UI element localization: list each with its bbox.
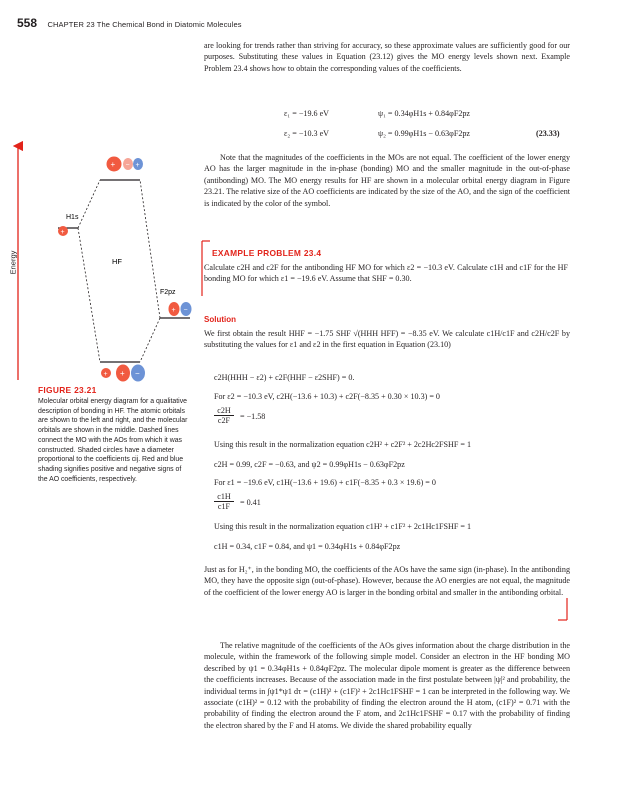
f2pz-label: F2pz: [160, 289, 176, 296]
example-bracket-bottom: [555, 596, 575, 624]
example-problem: [204, 262, 568, 285]
antibonding-f-sign-minus: −: [125, 162, 130, 169]
mo-psi2: ψ₂ = 0.99φH1s − 0.63φF2pz: [378, 129, 471, 138]
solution-intro-text: We first obtain the result HHF = −1.75 SHF √(HHH HFF) = −8.35 eV. We calculate c1H/c1F and c2H/c2F by substituting the values for ε1 and ε2 in the first equation in Equation (23.10): [204, 329, 570, 350]
mo-energy-diagram: [0, 140, 200, 385]
solution-eq-2: For ε2 = −10.3 eV, c2H(−13.6 + 10.3) + c2F(−8.35 + 0.30 × 10.3) = 0: [214, 392, 440, 401]
fraction-c1: [214, 492, 261, 511]
example-problem-text: Calculate c2H and c2F for the antibonding HF MO for which ε2 = −10.3 eV. Calculate c1H and c1F for the HF bonding MO for which ε1 = −19.6 eV. Assume that SHF = 0.30.: [204, 263, 568, 284]
solution-eq-5: For ε1 = −19.6 eV, c1H(−13.6 + 19.6) + c1F(−8.35 + 0.3 × 19.6) = 0: [214, 478, 436, 487]
figure-title: FIGURE 23.21: [38, 385, 97, 395]
intro-paragraph: [204, 40, 570, 74]
solution-eq-7: c1H = 0.34, c1F = 0.84, and ψ1 = 0.34φH1s + 0.84φF2pz: [214, 542, 401, 551]
fraction-c1-numerator: c1H: [217, 492, 231, 501]
page-number: 558: [17, 16, 38, 30]
energy-axis-label: Energy: [8, 250, 18, 275]
mo-psi1: ψ₁ = 0.34φH1s + 0.84φF2pz: [378, 109, 471, 118]
fraction-c2-denominator: c2F: [217, 416, 231, 425]
fraction-c2: [214, 406, 266, 425]
connector-f-bonding: [140, 318, 160, 362]
h1s-sign: +: [60, 229, 65, 236]
fraction-c2-value: = −1.58: [240, 412, 266, 421]
intro-text: are looking for trends rather than striving for accuracy, so these approximate values are sufficiently good for our purposes. Substituting these values in Equation (23.12) gives the MO energy levels shown next. Example Problem 23.4 shows how to obtain the corresponding values of the coefficients.: [204, 41, 570, 73]
final-paragraph: [204, 640, 570, 731]
f2pz-sign-plus: +: [171, 307, 176, 314]
antibonding-f-sign-plus: +: [135, 162, 140, 169]
example-closing: [204, 564, 570, 598]
f2pz-sign-minus: −: [183, 307, 188, 314]
note-text: Note that the magnitudes of the coefficients in the MOs are not equal. The coefficient of the lower energy AO has the larger magnitude in the in-phase (bonding) MO and the smaller magnitude in the out-of-phase (antibonding) MO. The MO energy results for HF are shown in a molecular orbital energy diagram in Figure 23.21. The relative size of the AO coefficients are indicated by the size of the AO, and the sign of the coefficient is indicated by the color of the symbol.: [204, 153, 570, 208]
figure-caption: [38, 385, 188, 484]
fraction-c1-value: = 0.41: [240, 498, 261, 507]
solution-title: Solution: [204, 315, 236, 324]
bonding-f-sign-minus: −: [135, 369, 140, 378]
final-paragraph-text: The relative magnitude of the coefficients of the AOs gives information about the charge distribution in the molecule, within the framework of the following simple model. Consider an electron in the HF bonding MO described by ψ1 = 0.34φH1s + 0.84φF2pz. The molecular dipole moment is greater as the difference between the coefficients increases. Because of the association made in the first postulate between |ψ|² and probability, the individual terms in ∫ψ1*ψ1 dτ = (c1H)² + (c1F)² + 2c1Hc1FSHF = 1 can be interpreted in the following way. We associate (c1H)² = 0.12 with the probability of finding the electron around the H atom, (c1F)² = 0.71 with the probability of finding the electron around the F atom, and 2c1Hc1FSHF = 0.17 with the probability of finding the electron shared by the F and H atoms. We divide the shared probability equally: [204, 641, 570, 730]
solution-eq-6: Using this result in the normalization equation c1H² + c1F² + 2c1Hc1FSHF = 1: [214, 522, 472, 531]
page-header: [17, 14, 242, 32]
bonding-h-sign: +: [103, 371, 108, 378]
hf-label: HF: [112, 257, 122, 266]
equation-number: (23.33): [536, 129, 560, 138]
h1s-label: H1s: [66, 214, 79, 221]
example-title: EXAMPLE PROBLEM 23.4: [212, 248, 322, 258]
solution-intro: [204, 328, 570, 351]
connector-h-antibonding: [78, 180, 100, 228]
solution-eq-4: c2H = 0.99, c2F = −0.63, and ψ2 = 0.99φH1s − 0.63φF2pz: [214, 460, 405, 469]
fraction-c1-denominator: c1F: [217, 502, 231, 511]
energy-e2: ε₂ = −10.3 eV: [284, 129, 330, 138]
chapter-title: CHAPTER 23 The Chemical Bond in Diatomic Molecules: [47, 20, 242, 29]
note-paragraph: [204, 152, 570, 209]
figure-caption-text: Molecular orbital energy diagram for a qualitative description of bonding in HF. The atomic orbitals are shown to the left and right, and the molecular orbitals are shown in the middle. Dashed lines connect the MO with the AOs from which it was constructed. Shaded circles have a diameter proportional to the coefficients cij. Red and blue shading signifies positive and negative signs of the AO coefficients, respectively.: [38, 398, 188, 483]
energy-e1: ε₁ = −19.6 eV: [284, 109, 330, 118]
bonding-f-sign-plus: +: [120, 369, 125, 378]
fraction-c2-numerator: c2H: [217, 406, 231, 415]
antibonding-h-sign: +: [110, 160, 116, 169]
solution-eq-3: Using this result in the normalization equation c2H² + c2F² + 2c2Hc2FSHF = 1: [214, 440, 472, 449]
connector-f-antibonding: [140, 180, 160, 318]
example-closing-text: Just as for H₂⁺, in the bonding MO, the coefficients of the AOs have the same sign (in-phase). In the antibonding MO, they have the opposite sign (out-of-phase). However, because the AO energies are not equal, the magnitude of the coefficient of the lower energy AO is larger in the bonding orbital and smaller in the antibonding orbital.: [204, 565, 570, 597]
connector-h-bonding: [78, 228, 100, 362]
solution-eq-1: c2H(HHH − ε2) + c2F(HHF − ε2SHF) = 0.: [214, 373, 355, 382]
